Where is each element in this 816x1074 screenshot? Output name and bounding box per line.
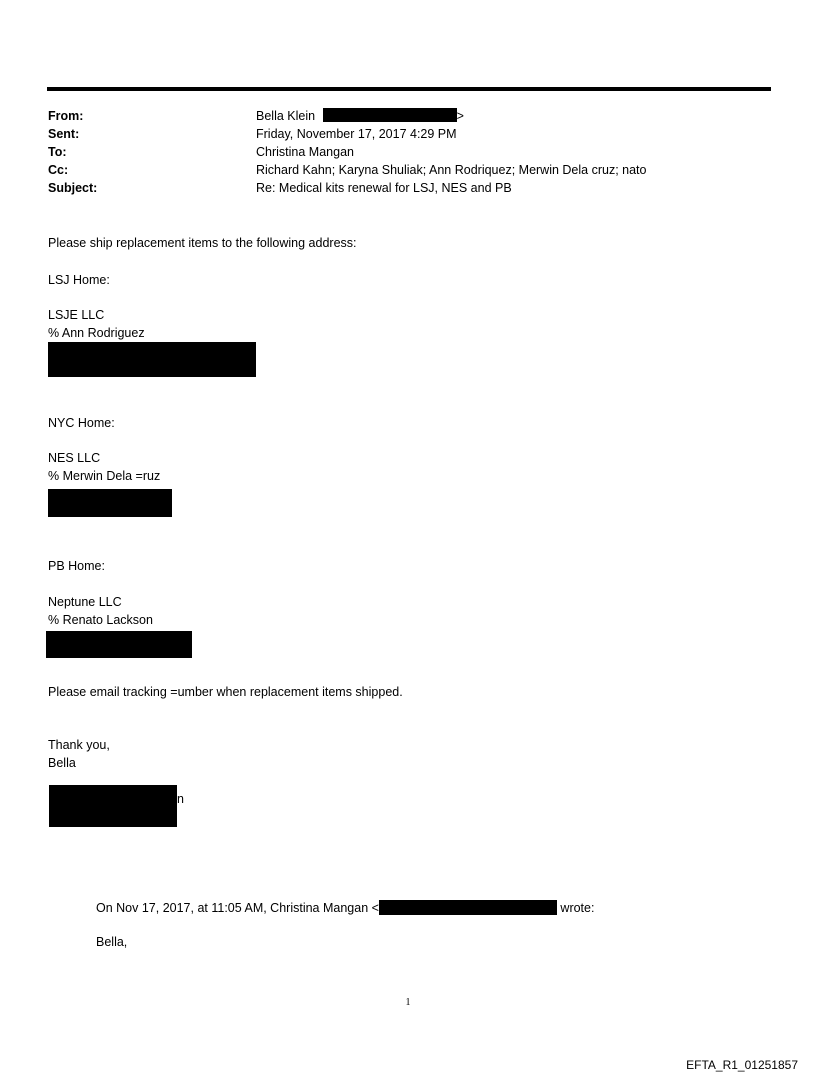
document-id: EFTA_R1_01251857: [686, 1058, 798, 1072]
redaction-pb-address: [46, 631, 192, 658]
redaction-signature-contact: [49, 785, 177, 827]
sent-label: Sent:: [48, 127, 80, 141]
redaction-lsj-address: [48, 342, 256, 377]
redaction-quoted-email: [379, 900, 557, 915]
sent-value: Friday, November 17, 2017 4:29 PM: [256, 127, 457, 141]
quoted-intro: [96, 899, 594, 917]
thanks-line: Thank you,: [48, 738, 110, 752]
page-number: 1: [405, 997, 411, 1008]
from-name: Bella Klein: [256, 109, 316, 123]
lsj-heading: LSJ Home:: [48, 273, 110, 287]
sent-row: [48, 125, 646, 143]
cc-label: Cc:: [48, 163, 69, 177]
cc-row: [48, 161, 646, 179]
signature-name: Bella: [48, 756, 76, 770]
from-value: [256, 107, 464, 125]
redaction-nyc-address: [48, 489, 172, 517]
subject-row: [48, 179, 646, 197]
nyc-company: NES LLC: [48, 451, 101, 465]
subject-value: Re: Medical kits renewal for LSJ, NES and PB: [256, 181, 512, 195]
quoted-intro-prefix: On Nov 17, 2017, at 11:05 AM, Christina Mangan <: [96, 901, 379, 915]
nyc-attn: % Merwin Dela =ruz: [48, 469, 161, 483]
header-rule: [47, 87, 771, 91]
to-row: [48, 143, 646, 161]
nyc-heading: NYC Home:: [48, 416, 115, 430]
quoted-intro-suffix: wrote:: [556, 901, 595, 915]
quoted-greeting: Bella,: [96, 935, 128, 949]
pb-heading: PB Home:: [48, 559, 105, 573]
from-row: [48, 107, 646, 125]
redaction-from-email: [323, 108, 457, 122]
lsj-attn: % Ann Rodriguez: [48, 326, 145, 340]
cc-value: Richard Kahn; Karyna Shuliak; Ann Rodriquez; Merwin Dela cruz; nato: [256, 163, 647, 177]
subject-label: Subject:: [48, 181, 98, 195]
tracking-line: Please email tracking =umber when replacement items shipped.: [48, 685, 403, 699]
from-suffix: >: [456, 109, 464, 123]
to-value: Christina Mangan: [256, 145, 354, 159]
from-label: From:: [48, 109, 84, 123]
pb-company: Neptune LLC: [48, 595, 122, 609]
intro-line: Please ship replacement items to the following address:: [48, 236, 357, 250]
email-header: [48, 107, 646, 197]
to-label: To:: [48, 145, 67, 159]
signature-fragment: n: [177, 792, 184, 806]
lsj-company: LSJE LLC: [48, 308, 105, 322]
pb-attn: % Renato Lackson: [48, 613, 153, 627]
